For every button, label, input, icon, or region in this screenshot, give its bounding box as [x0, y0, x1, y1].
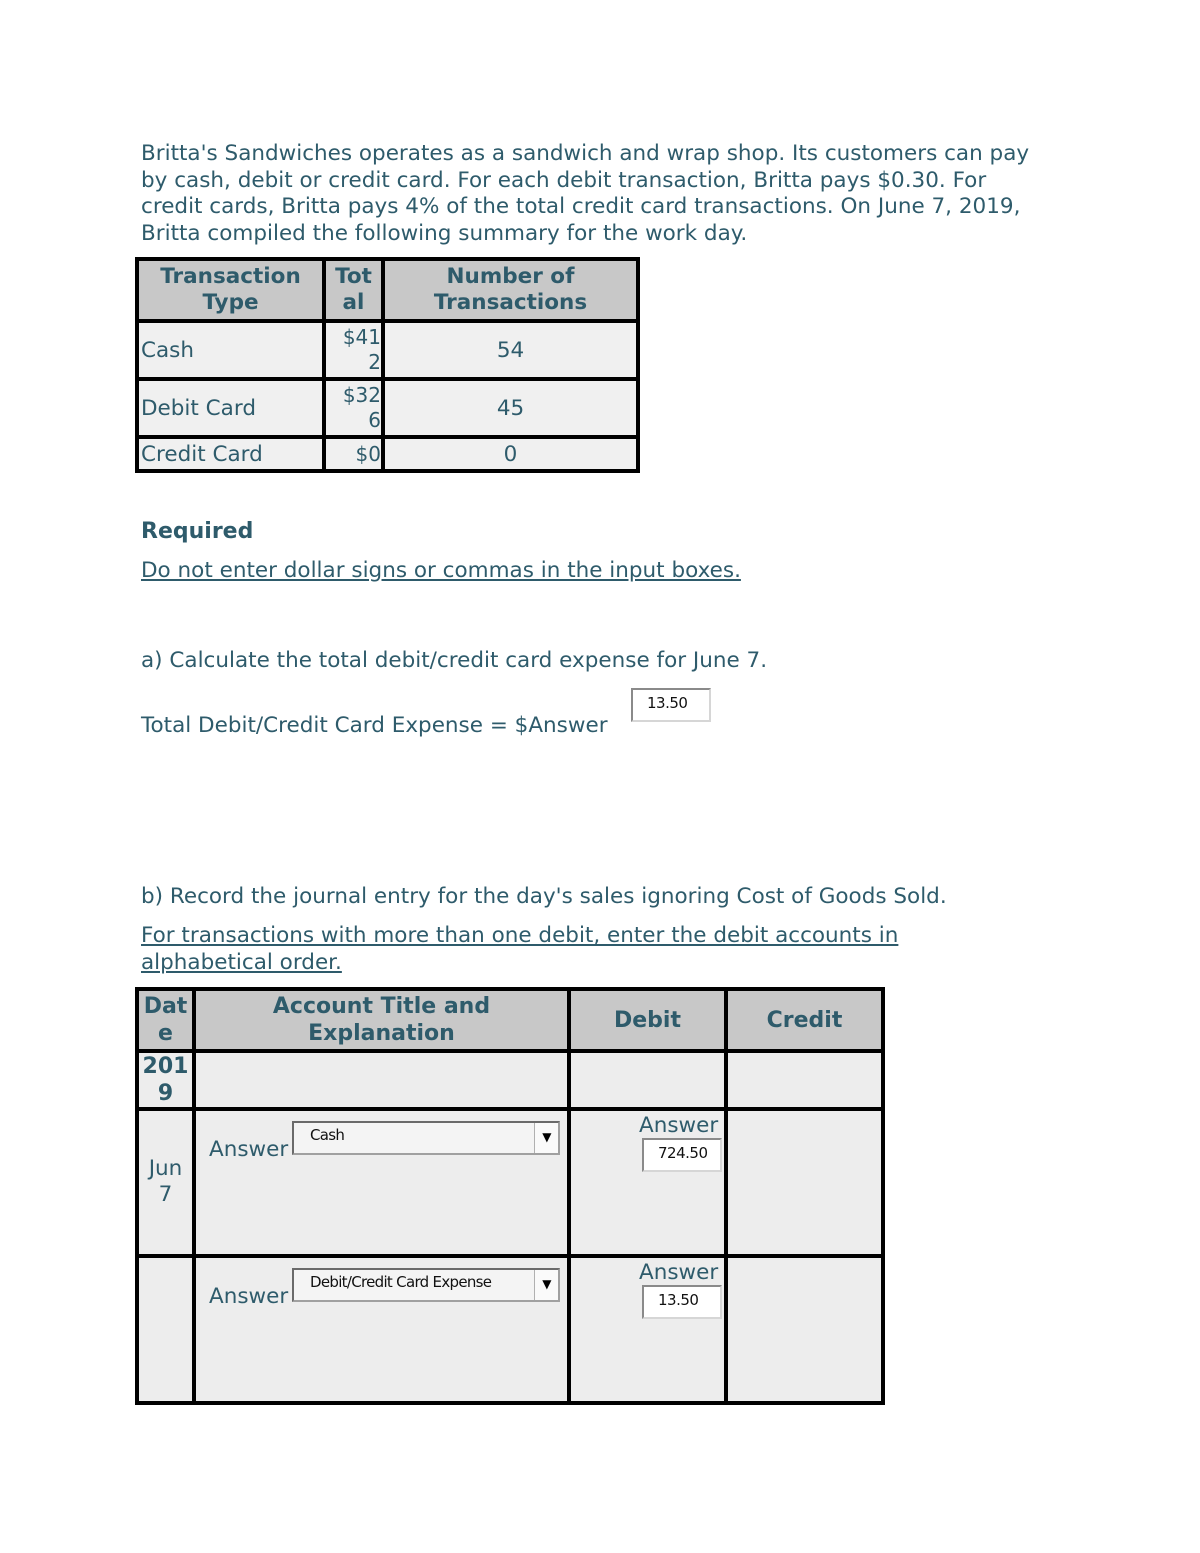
year-cell: 201 9 [137, 1051, 194, 1109]
question-b: b) Record the journal entry for the day's sales ignoring Cost of Goods Sold. [141, 884, 947, 909]
entry-debit-cell [569, 1109, 726, 1256]
row-count: 54 [383, 321, 638, 379]
row-total: $32 6 [324, 379, 383, 437]
empty-cell [194, 1051, 569, 1109]
entry-debit-cell [569, 1256, 726, 1403]
row-total: $0 [324, 437, 383, 471]
entry-date-cell [137, 1256, 194, 1403]
row-type: Credit Card [137, 437, 324, 471]
header-credit: Credit [726, 989, 883, 1051]
summary-row-cash [137, 321, 638, 379]
debit-order-instructions: For transactions with more than one debit, enter the debit accounts in alphabetical order. [141, 923, 899, 975]
header-account-title: Account Title and Explanation [194, 989, 569, 1051]
row-count: 0 [383, 437, 638, 471]
summary-row-credit [137, 437, 638, 471]
row-count: 45 [383, 379, 638, 437]
header-debit: Debit [569, 989, 726, 1051]
header-date: Dat e [137, 989, 194, 1051]
account-select-value: Cash [310, 1126, 345, 1144]
journal-entry-table [135, 987, 885, 1405]
header-total: Tot al [324, 259, 383, 321]
row-type: Debit Card [137, 379, 324, 437]
entry-account-cell [194, 1256, 569, 1403]
expense-input[interactable]: 13.50 [631, 688, 711, 722]
entry-credit-cell [726, 1256, 883, 1403]
journal-header-row [137, 989, 883, 1051]
header-number-of-transactions: Number of Transactions [383, 259, 638, 321]
row-total: $41 2 [324, 321, 383, 379]
expense-answer-label: Total Debit/Credit Card Expense = $Answer [141, 713, 608, 738]
required-heading: Required [141, 519, 254, 544]
entry-account-cell [194, 1109, 569, 1256]
problem-statement [141, 141, 1051, 247]
input-instructions: Do not enter dollar signs or commas in the input boxes. [141, 558, 741, 583]
intro-text: Britta's Sandwiches operates as a sandwich and wrap shop. Its customers can pay by cash, debit or credit card. For each debit transaction, Britta pays $0.30. For credit cards, Britta pays 4% of the total credit card transactions. On June 7, 2019, Britta compiled the following summary for the work day. [141, 141, 1030, 246]
account-select-value: Debit/Credit Card Expense [310, 1273, 492, 1291]
answer-label: Answer [639, 1113, 719, 1138]
summary-header-row [137, 259, 638, 321]
account-select[interactable] [292, 1268, 560, 1302]
summary-row-debit [137, 379, 638, 437]
entry-date: Jun 7 [148, 1156, 183, 1207]
entry-credit-cell [726, 1109, 883, 1256]
header-transaction-type: Transaction Type [137, 259, 324, 321]
entry-date-cell [137, 1109, 194, 1256]
chevron-down-icon[interactable]: ▼ [534, 1270, 558, 1300]
answer-label: Answer [209, 1137, 289, 1162]
transaction-summary-table [135, 257, 640, 473]
answer-label: Answer [209, 1284, 289, 1309]
answer-label: Answer [639, 1260, 719, 1285]
chevron-down-icon[interactable]: ▼ [534, 1123, 558, 1153]
debit-input[interactable]: 724.50 [642, 1138, 722, 1172]
empty-cell [569, 1051, 726, 1109]
journal-year-row [137, 1051, 883, 1109]
row-type: Cash [137, 321, 324, 379]
empty-cell [726, 1051, 883, 1109]
question-a: a) Calculate the total debit/credit card expense for June 7. [141, 648, 768, 673]
account-select[interactable] [292, 1121, 560, 1155]
debit-input[interactable]: 13.50 [642, 1285, 722, 1319]
journal-entry-row [137, 1109, 883, 1256]
journal-entry-row [137, 1256, 883, 1403]
